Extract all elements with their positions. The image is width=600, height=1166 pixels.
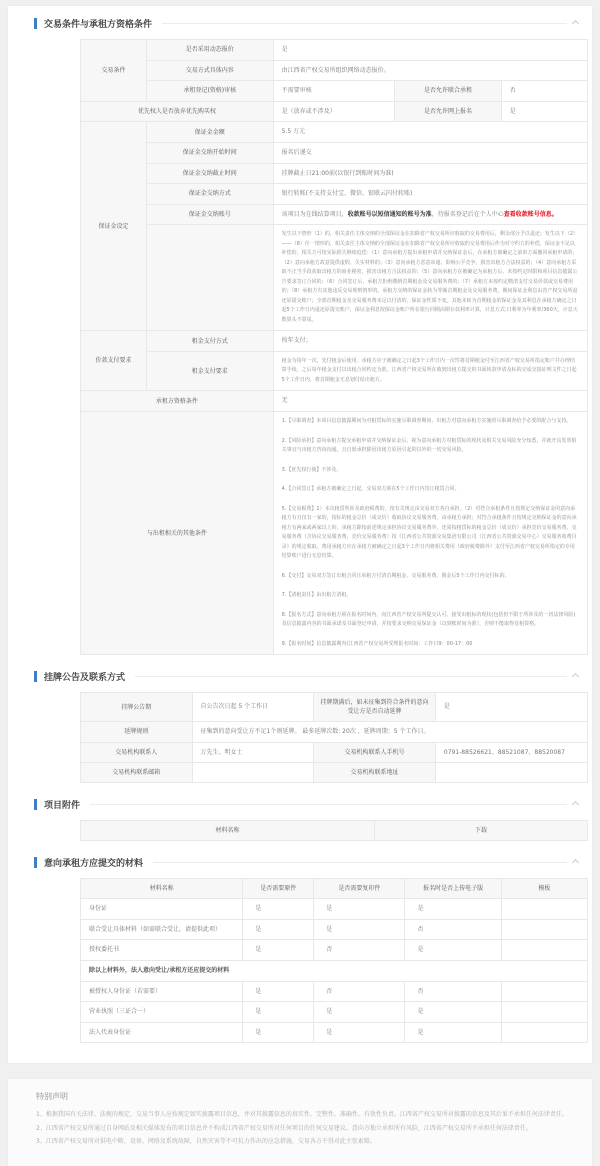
page: [0, 6, 600, 1145]
condition-item: 1.【尽职调查】本项目信息披露期间为对租赁标的实施尽职调查期间，出租方对意向承租方实施的尽职调查给予必要的配合与支持。: [281, 418, 572, 425]
table-row: [81, 81, 588, 102]
materials-divider-row: [81, 961, 588, 982]
field-label: 交易方式具体内容: [146, 60, 273, 81]
column-header-download: 下载: [375, 821, 588, 841]
field-label: 租金支付方式: [146, 331, 273, 352]
field-value: 征集到的意向受让方不足1个则延牌。 最多延牌次数: 20次 ，延牌周期：5 个工作日。: [192, 722, 587, 743]
column-header-copy: 是否需要复印件: [314, 879, 405, 899]
field-label: 挂牌期满后，如未征集到符合条件的意向受让方是否自动延牌: [314, 693, 436, 722]
table-row: [81, 763, 588, 783]
table-row: [81, 163, 588, 184]
field-value: 报名后递交: [273, 142, 587, 163]
need-original: 是: [243, 1002, 314, 1023]
field-label: 保证金交纳方式: [146, 184, 273, 205]
table-row: [81, 981, 588, 1002]
section-title: 挂牌公告及联系方式: [44, 673, 126, 684]
table-row: [81, 391, 588, 412]
table-row: [81, 184, 588, 205]
column-header-material-name: 材料名称: [81, 879, 243, 899]
field-label: 承租登记(资格)审核: [146, 81, 273, 102]
statement-item: 1、根据我国有关法律、法规的规定，交易当事人应按规定如实披露项目信息，并对其披露信息的真实性、完整性、准确性、有效性负责。江西省产权交易所对披露的信息及其后果不承担任何法律责任。: [36, 1111, 568, 1119]
template-cell: [501, 1022, 587, 1043]
section-header-attachments: [8, 789, 592, 818]
field-value: 是（放弃或不涉及）: [273, 101, 395, 122]
field-value-empty: [435, 763, 587, 783]
need-copy: 是: [314, 899, 405, 920]
table-header-row: [81, 879, 588, 899]
statement-item: 3、江西省产权交易所对供电中断，设备、网络及系统故障，自然灾害等不可抗力作出的应急措施，交易各方不得对此主张索赔。: [36, 1137, 376, 1145]
section-accent-bar: [34, 671, 37, 682]
condition-item: 2.【风险承担】意向承租方提交承租申请并交纳保证金后，视为意向承租方对租赁标的现状及相关交易风险充分知悉，并就开具发票相关事宜与出租方咨询沟通，且自愿承担除因出租方原因引起的以外的一切交易风险。: [281, 437, 577, 454]
section-title: 意向承租方应提交的材料: [44, 859, 144, 870]
field-value: 银行转账(不支持支付宝、微信、银联云闪付转账): [273, 184, 587, 205]
column-header-material-name: 材料名称: [81, 821, 375, 841]
field-label-empty: [146, 225, 273, 331]
need-original: 是: [243, 919, 314, 940]
account-text: 该项目为在线结算项目，: [281, 210, 348, 218]
template-cell: [501, 899, 587, 920]
condition-item: 7.【清租责任】由出租方清租。: [281, 592, 352, 599]
collapse-chevron-icon[interactable]: [572, 859, 579, 866]
field-label: 交易机构联系邮箱: [81, 763, 193, 783]
template-cell: [501, 1002, 587, 1023]
collapse-chevron-icon[interactable]: [572, 801, 579, 808]
table-row: [81, 940, 588, 961]
material-name: 授权委托书: [81, 940, 243, 961]
table-row: [81, 919, 588, 940]
account-text: ，待报名登记后在个人中心: [431, 210, 504, 218]
special-statement-card: [8, 1079, 592, 1166]
materials-divider-text: 除以上材料外，法人意向受让/承租方还应提交的材料: [81, 961, 588, 982]
field-label: 优先权人是否放弃优先购买权: [81, 101, 274, 122]
column-header-template: 模板: [501, 879, 587, 899]
section-divider-line: [135, 676, 567, 677]
statement-title: 特别声明: [36, 1092, 68, 1102]
field-label: 延牌规则: [81, 722, 193, 743]
field-label: 与出租相关的其他条件: [81, 412, 274, 655]
field-label: 交易机构联系人手机号: [314, 742, 436, 763]
upload-electronic: 是: [405, 1022, 501, 1043]
field-label: 租金支付要求: [146, 351, 273, 391]
need-original: 是: [243, 1022, 314, 1043]
listing-contact-table: [80, 692, 588, 783]
condition-item: 4.【合同签订】承租方被确定之日起，交易双方须在5个工作日内签订租赁合同。: [281, 486, 460, 493]
account-text-bold: 收款账号以短信通知的账号为准: [347, 210, 432, 218]
table-row: [81, 40, 588, 61]
table-row: [81, 693, 588, 722]
group-label-trade-conditions: 交易条件: [81, 40, 147, 102]
table-row: [81, 60, 588, 81]
trade-conditions-table: [80, 39, 588, 655]
field-value: 是: [501, 101, 587, 122]
condition-item: 5.【交易税费】1）本次租赁所涉及政府税费的，按有关规定由交易双方各自承担。（2）对符合承租条件且按规定交纳保证金的意向承租方有且仅有一家的，按标的租金总价（成交价）收取协议交易服务费，由承租方承担；对符合承租条件且按规定交纳保证金的意向承租方有两家或两家以上的，承租方除按前述规定承担协议交易服务费外，还需按租赁标的租金总价（成交价）承担竞价交易服务费，交易服务费（含协议交易服务费、竞价交易服务费）按《江西省公共资源交易集团有限公司（江西省公共资源交易中心）交易服务收费目录》的规定收取。费用承租方应在承租方被确定之日起3个工作日内将相关费用（政府税费除外）支付至江西省产权交易所指定的专用结算账户进行无息结算。: [281, 505, 577, 560]
field-label: 是否允许联合承租: [395, 81, 501, 102]
collapse-chevron-icon[interactable]: [572, 20, 579, 27]
condition-item: 9.【报名时间】信息披露期内(江西省产权交易所受理报名时间：工作日9：00-17：00: [281, 640, 473, 647]
field-value: 无: [273, 391, 587, 412]
table-row: [81, 412, 588, 655]
field-value-phone: 0791-88526621、88521087、88520087: [435, 742, 587, 763]
group-label-deposit: 保证金设定: [81, 122, 147, 331]
need-copy: 否: [314, 981, 405, 1002]
material-name: 被授权人身份证（若需要）: [81, 981, 243, 1002]
materials-table: [80, 878, 588, 1043]
section-header-trade-conditions: [8, 8, 592, 37]
need-original: 是: [243, 899, 314, 920]
table-row: [81, 122, 588, 143]
upload-electronic: 否: [405, 981, 501, 1002]
material-name: 身份证: [81, 899, 243, 920]
section-divider-line: [153, 862, 567, 863]
condition-item: 8.【报名方式】意向承租方须在报名时间内，向江西省产权交易所提交认可、接受出租标的现状(包括但不限于所涉及的一切法律风险)及信息披露内容的书面承诺及书面登记申请，并按要求交纳交易保证金（以到账时间为准），否则不能取得竞租资格。: [281, 611, 576, 628]
section-header-listing-contact: [8, 661, 592, 690]
condition-item: 6.【交付】交易双方签订出租合同且承租方付清首期租金、交易服务费、佣金后5个工作日内交付标的。: [281, 572, 510, 579]
deposit-terms-text: 发生以下情形（1）的，相关责任主体交纳的全部保证金在扣除省产权交易所应收取的交易费用后，剩余部分予以退还；发生以下（2）——（8）任一情形的，相关责任主体交纳的全部保证金在扣除省产权交易所应收取的交易费用后作为对守约方的补偿，保证金不足以补偿的，相关方可按实际损失继续追偿：（1）意向承租方提出承租申请并交纳保证金后，在承租方被确定之前单方面撤回承租申请的；（2）意向承租方故意提供虚假、失实材料的；（3）意向承租方恶意串通、影响公平竞争，损害出租方合法权益的；（4）意向承租方采取不正当手段获取出租方的商业秘密，损害出租方合法权益的；（5）意向承租方在被确定为承租方后，未按约定时限和项目信息披露公告要求签订合同的；（6）合同签订后，承租方拒绝缴纳首期租金及交易服务费的；（7）承租方未按约定缴清支付交易价款或交易费用的；（8）承租方有其他违反交易规则情形的。承租方交纳的保证金转为等额首期租金及交易服务费，期间保证金利息由省产权交易所退还原提交账户；全部首期租金及交易服务费未足以付清的，保证金性质不变。其他未转为首期租金的保证金及其利息在承租方确定之日起5个工作日内退还原提交账户，保证金利息按保证金账户所在银行同期活期存款利率计算，计息方式:日利率为年利率/360天，计息天数算头不算尾。: [273, 225, 587, 331]
template-cell: [501, 940, 587, 961]
template-cell: [501, 981, 587, 1002]
field-value: 是: [435, 693, 587, 722]
table-header-row: [81, 821, 588, 841]
field-label: 交易机构联系地址: [314, 763, 436, 783]
table-row: [81, 1022, 588, 1043]
field-value: 租金为每年一次，先付租金后使用。承租方应于被确定之日起3个工作日内一次性将首期租金付至江西省产权交易所指定账户并办理结算手续，之后每年租金支付以出租合同约定为准。江西省产权交易所在收到出租方提交的书面转款申请及标的完成交接证明文件之日起5个工作日内，将首期租金无息划付给出租方。: [273, 351, 587, 391]
field-value: 按年支付；: [273, 331, 587, 352]
table-row: [81, 899, 588, 920]
section-divider-line: [90, 804, 567, 805]
need-copy: 是: [314, 1002, 405, 1023]
field-label: 交易机构联系人: [81, 742, 193, 763]
field-label: 是否采用动态报价: [146, 40, 273, 61]
section-accent-bar: [34, 857, 37, 868]
field-value: 挂牌截止日21:00前(以银行到账时间为准): [273, 163, 587, 184]
table-row: [81, 742, 588, 763]
group-label-payment: 价款支付要求: [81, 331, 147, 391]
field-value-empty: [192, 763, 314, 783]
section-accent-bar: [34, 799, 37, 810]
section-title: 项目附件: [44, 801, 81, 812]
field-value: 万先生、明女士: [192, 742, 314, 763]
field-label: 保证金交纳截止时间: [146, 163, 273, 184]
need-copy: 否: [314, 940, 405, 961]
statement-item: 2、江西省产权交易所通过自身网站及相关媒体发布的项目信息并不构成江西省产权交易所对任何项目的任何交易建议。意向方独立承担所有风险，江西省产权交易所不承担任何法律责任。: [36, 1124, 532, 1132]
material-name: 法人代表身份证: [81, 1022, 243, 1043]
table-row: [81, 204, 588, 225]
section-title: 交易条件与承租方资格条件: [44, 20, 153, 30]
field-value: 由江西省产权交易所组织网络动态报价。: [273, 60, 587, 81]
table-row: [81, 722, 588, 743]
field-value: 否: [501, 81, 587, 102]
need-original: 是: [243, 981, 314, 1002]
field-label: 保证金交纳账号: [146, 204, 273, 225]
table-row: [81, 225, 588, 331]
field-value: 自公告次日起 5 个工作日: [192, 693, 314, 722]
collapse-chevron-icon[interactable]: [572, 673, 579, 680]
view-account-info-link[interactable]: 查看收款账号信息。: [503, 210, 558, 218]
other-conditions-list: [273, 412, 587, 655]
upload-electronic: 是: [405, 940, 501, 961]
upload-electronic: 是: [405, 1002, 501, 1023]
column-header-electronic: 报名时是否上传电子版: [405, 879, 501, 899]
field-value: 不需要审核: [273, 81, 395, 102]
material-name: 联合受让具体材料（如需联合受让，请提供此项）: [81, 919, 243, 940]
field-label: 是否允许网上报名: [395, 101, 501, 122]
field-label: 保证金金额: [146, 122, 273, 143]
condition-item: 3.【优先权行使】不涉及。: [281, 466, 342, 473]
table-row: [81, 351, 588, 391]
field-label: 挂牌公告期: [81, 693, 193, 722]
field-value-deposit-account: [273, 204, 587, 225]
attachments-table: [80, 820, 588, 841]
section-header-materials: [8, 847, 592, 876]
column-header-original: 是否需要原件: [243, 879, 314, 899]
main-card: [8, 6, 592, 1063]
template-cell: [501, 919, 587, 940]
section-accent-bar: [34, 18, 37, 29]
upload-electronic: 否: [405, 919, 501, 940]
field-label: 承租方资格条件: [81, 391, 274, 412]
field-value: 是: [273, 40, 587, 61]
need-copy: 是: [314, 919, 405, 940]
material-name: 营业执照（三证合一）: [81, 1002, 243, 1023]
field-value: 5.5 万元: [273, 122, 587, 143]
table-row: [81, 142, 588, 163]
need-copy: 是: [314, 1022, 405, 1043]
table-row: [81, 331, 588, 352]
table-row: [81, 101, 588, 122]
table-row: [81, 1002, 588, 1023]
need-original: 是: [243, 940, 314, 961]
section-divider-line: [162, 23, 567, 24]
upload-electronic: 是: [405, 899, 501, 920]
field-label: 保证金交纳开始时间: [146, 142, 273, 163]
